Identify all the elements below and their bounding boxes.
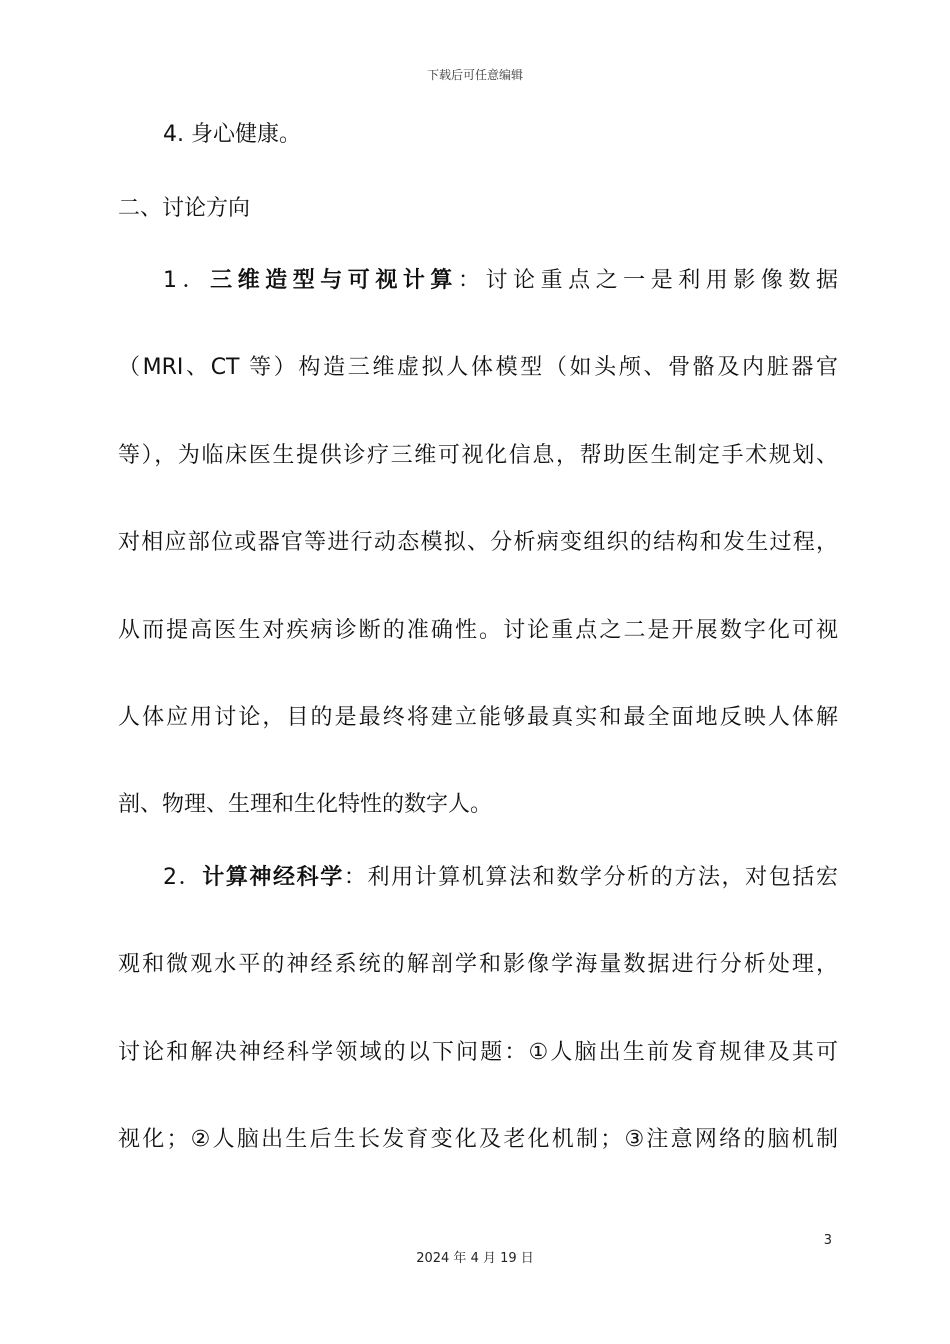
line-text: 利用计算机算法和数学分析的方法，对包括宏 — [367, 865, 838, 890]
paragraph-2-line: 讨论和解决神经科学领域的以下问题：①人脑出生前发育规律及其可 — [118, 1040, 838, 1065]
paragraph-1-line: 等），为临床医生提供诊疗三维可视化信息，帮助医生制定手术规划、 — [118, 443, 838, 468]
section-heading: 二、讨论方向 — [118, 196, 251, 221]
page-footer-date: 2024 年 4 月 19 日 — [416, 1251, 534, 1266]
list-item-4: 4. 身心健康。 — [163, 122, 301, 147]
item-heading: 计算神经科学 — [202, 865, 344, 890]
paragraph-2-first-line — [163, 863, 838, 893]
colon: ： — [457, 268, 486, 293]
paragraph-1-line: 从而提高医生对疾病诊断的准确性。讨论重点之二是开展数字化可视 — [118, 618, 838, 643]
paragraph-1-first-line — [163, 266, 838, 296]
paragraph-1-line: （MRI、CT 等）构造三维虚拟人体模型（如头颅、骨骼及内脏器官 — [118, 355, 838, 380]
line-text: 讨论重点之一是利用影像数据 — [485, 268, 838, 293]
paragraph-1-line: 人体应用讨论，目的是最终将建立能够最真实和最全面地反映人体解 — [118, 705, 838, 730]
page-number: 3 — [823, 1233, 832, 1248]
paragraph-1-line: 对相应部位或器官等进行动态模拟、分析病变组织的结构和发生过程， — [118, 530, 838, 555]
paragraph-2-line: 观和微观水平的神经系统的解剖学和影像学海量数据进行分析处理， — [118, 952, 838, 977]
paragraph-2-line: 视化；②人脑出生后生长发育变化及老化机制；③注意网络的脑机制 — [118, 1127, 838, 1152]
item-heading: 三维造型与可视计算 — [210, 268, 458, 293]
item-number: 2． — [163, 865, 203, 890]
paragraph-1-last-line: 剖、物理、生理和生化特性的数字人。 — [118, 792, 493, 817]
colon: ： — [343, 865, 368, 890]
item-number: 1． — [163, 268, 211, 293]
page-header: 下载后可任意编辑 — [426, 68, 523, 82]
